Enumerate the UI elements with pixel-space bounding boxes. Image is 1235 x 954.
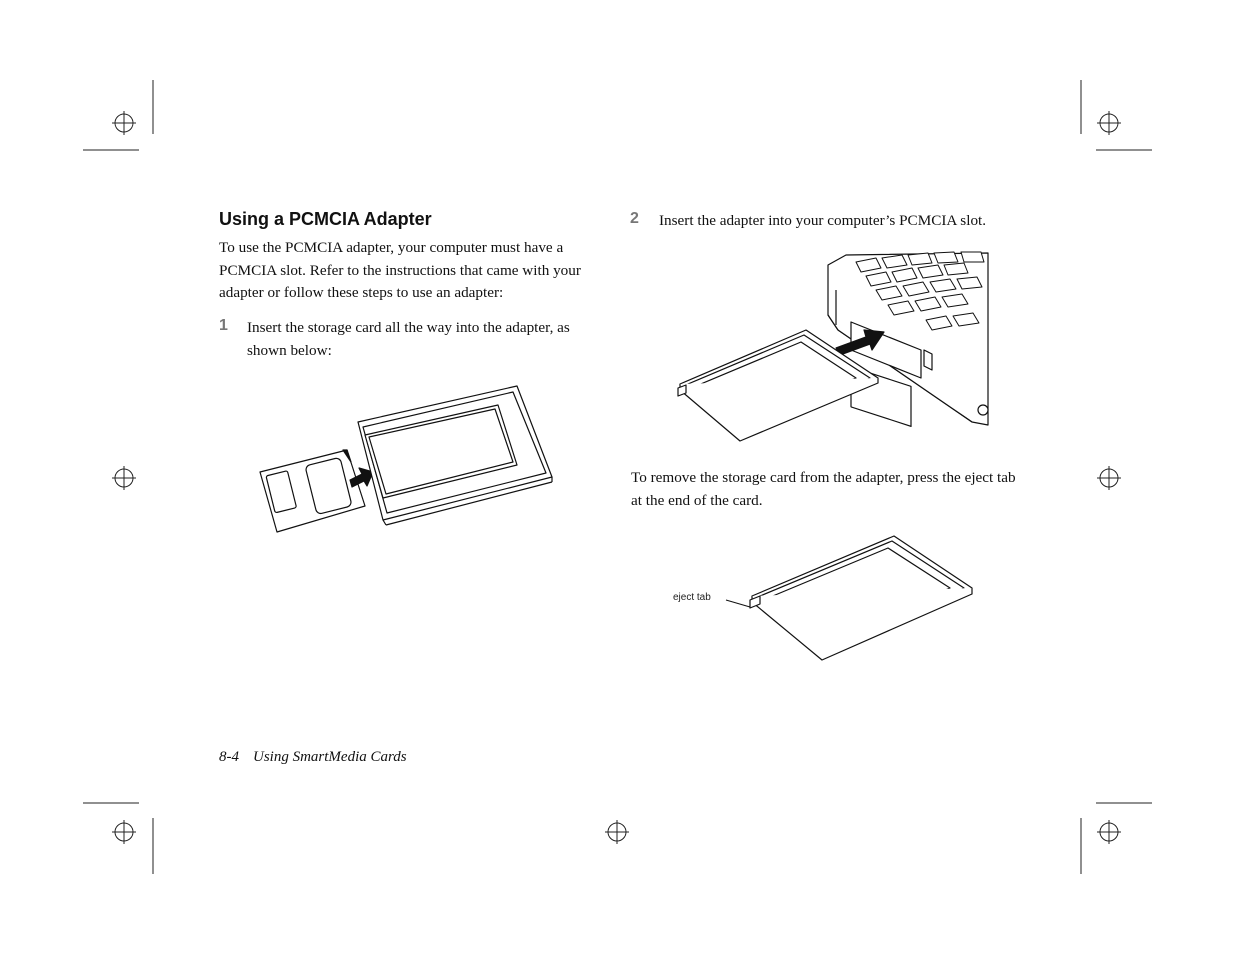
- eject-tab-illustration: [722, 532, 977, 664]
- step-1-text: Insert the storage card all the way into the adapter, as shown below:: [247, 319, 570, 359]
- section-heading: Using a PCMCIA Adapter: [219, 209, 432, 229]
- remove-card-paragraph: To remove the storage card from the adapter, press the eject tab at the end of the card.: [631, 469, 1016, 509]
- eject-tab-leader-line: [726, 600, 750, 607]
- page-number: 8-4: [219, 749, 239, 765]
- step-1-number: 1: [219, 317, 228, 334]
- step-2-text: Insert the adapter into your computer’s PCMCIA slot.: [659, 212, 987, 229]
- chapter-title: Using SmartMedia Cards: [253, 749, 407, 765]
- step-2-number: 2: [630, 210, 639, 227]
- smartmedia-into-adapter-illustration: [255, 380, 560, 540]
- page-footer: [219, 749, 407, 766]
- intro-paragraph: To use the PCMCIA adapter, your computer must have a PCMCIA slot. Refer to the instructions that came with your adapter or follow these steps to use an adapter:: [219, 239, 581, 301]
- adapter-into-laptop-illustration: [676, 250, 1001, 442]
- eject-tab-label: eject tab: [673, 592, 711, 603]
